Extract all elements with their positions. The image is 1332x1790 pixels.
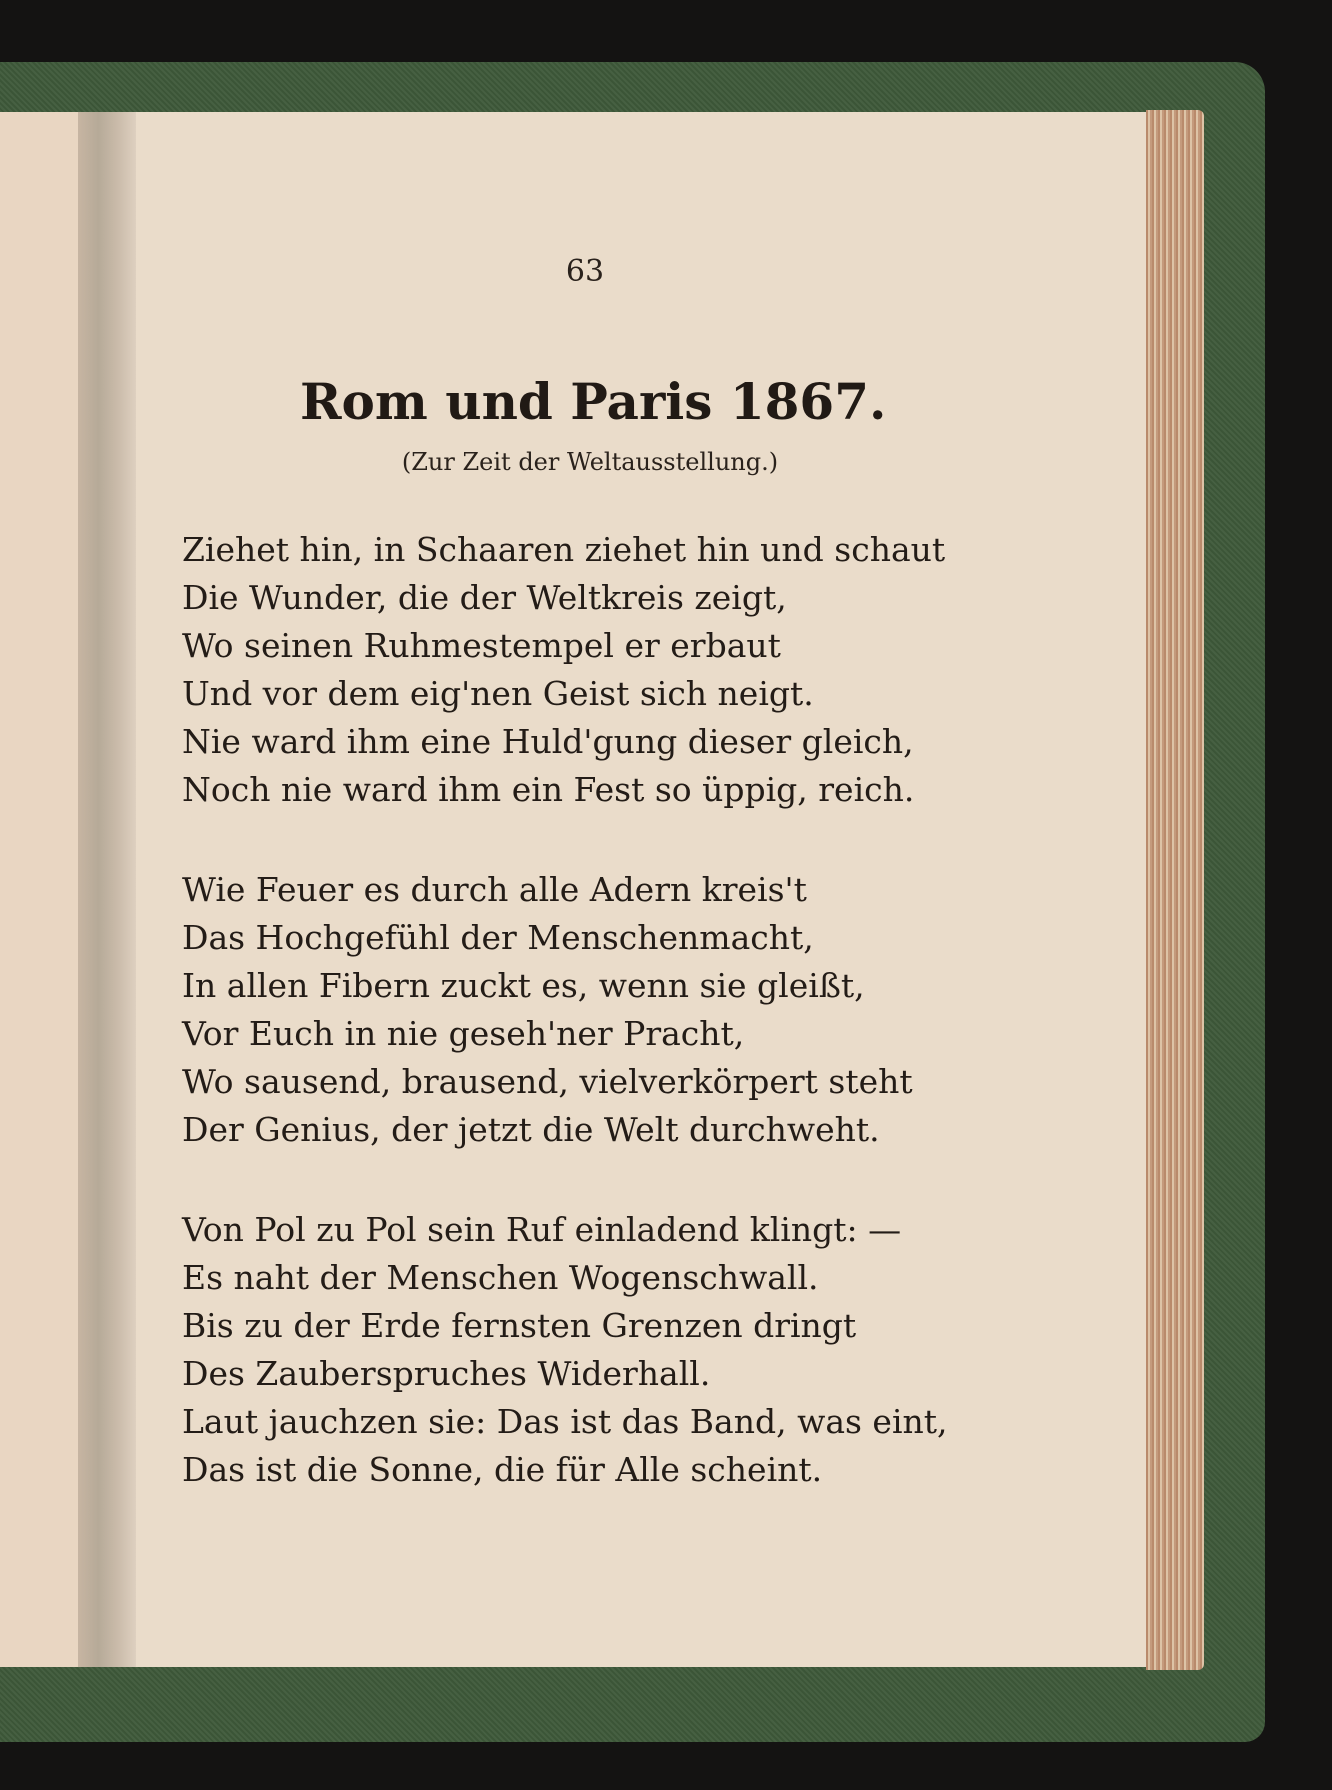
stanza-1: [182, 526, 945, 814]
poem-line: Vor Euch in nie geseh'ner Pracht,: [182, 1014, 745, 1053]
page-number: 63: [565, 254, 605, 289]
poem-line: Es naht der Menschen Wogenschwall.: [182, 1258, 819, 1297]
poem-line: Wo sausend, brausend, vielverkörpert steht: [182, 1062, 913, 1101]
poem-line: Wo seinen Ruhmestempel er erbaut: [182, 626, 781, 665]
left-page: [0, 112, 78, 1667]
poem-line: Noch nie ward ihm ein Fest so üppig, reich.: [182, 770, 915, 809]
poem-line: Das ist die Sonne, die für Alle scheint.: [182, 1450, 823, 1489]
poem-line: Wie Feuer es durch alle Adern kreis't: [182, 870, 807, 909]
poem-subtitle: (Zur Zeit der Weltausstellung.): [401, 448, 779, 476]
poem-line: Die Wunder, die der Weltkreis zeigt,: [182, 578, 787, 617]
stanza-2: [182, 866, 913, 1154]
book-gutter: [78, 112, 136, 1667]
poem-title: Rom und Paris 1867.: [300, 372, 887, 431]
poem-line: Von Pol zu Pol sein Ruf einladend klingt: —: [182, 1210, 902, 1249]
poem-line: Der Genius, der jetzt die Welt durchweht.: [182, 1110, 880, 1149]
poem-line: Nie ward ihm eine Huld'gung dieser gleich,: [182, 722, 914, 761]
poem-line: Das Hochgefühl der Menschenmacht,: [182, 918, 814, 957]
page-edges: [1146, 110, 1204, 1670]
poem-line: Bis zu der Erde fernsten Grenzen dringt: [182, 1306, 857, 1345]
poem-line: In allen Fibern zuckt es, wenn sie gleißt,: [182, 966, 865, 1005]
poem-line: Laut jauchzen sie: Das ist das Band, was eint,: [182, 1402, 948, 1441]
poem-line: Des Zauberspruches Widerhall.: [182, 1354, 711, 1393]
poem-line: Und vor dem eig'nen Geist sich neigt.: [182, 674, 814, 713]
poem-line: Ziehet hin, in Schaaren ziehet hin und schaut: [182, 530, 946, 569]
stanza-3: [182, 1206, 948, 1494]
